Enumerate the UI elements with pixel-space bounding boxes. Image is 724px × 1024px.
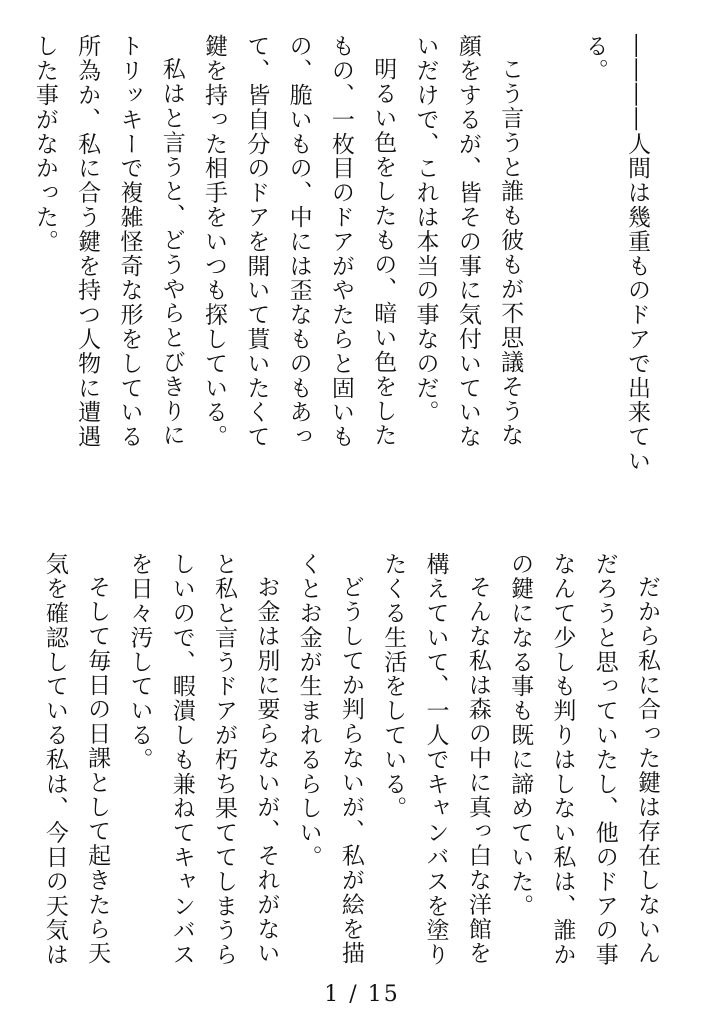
text-line: だから私に合った鍵は存在しないん (634, 575, 660, 966)
text-line: る。 (581, 34, 608, 83)
text-line: しいので、暇潰しも兼ねてキャンバス (168, 552, 195, 967)
text-line: そして毎日の日課として起きたら天 (84, 575, 111, 966)
text-line: 気を確認している私は、今日の天気は (41, 552, 68, 967)
text-line: 鍵を持った相手をいつも探している。 (201, 34, 228, 449)
text-line: の、脆いもの、中には歪なものもあっ (285, 34, 312, 449)
text-line: なんて少しも判りはしない私は、誰か (549, 552, 576, 967)
text-line: て、皆自分のドアを開いて貰いたくて (243, 34, 270, 449)
text-block-top (31, 34, 658, 484)
text-line: 顔をするが、皆その事に気付いていな (454, 34, 481, 449)
text-line: だろうと思っていたし、他のドアの事 (591, 552, 618, 967)
text-line: どうしてか判らないが、私が絵を描 (337, 575, 364, 966)
text-line: した事がなかった。 (31, 34, 58, 254)
text-line: たくる生活をしている。 (380, 552, 407, 821)
text-line: こう言うと誰も彼もが不思議そうな (497, 57, 524, 448)
text-line: ――――人間は幾重ものドアで出来てい (624, 34, 650, 474)
text-line: 構えていて、一人でキャンバスを塗り (422, 552, 449, 967)
text-line: もの、一枚目のドアがやたらと固いも (327, 34, 354, 449)
text-line: と私と言うドアが朽ち果ててしまうら (211, 552, 238, 967)
text-line: いだけで、これは本当の事なのだ。 (412, 34, 439, 425)
text-line: の鍵になる事も既に諦めていた。 (507, 552, 534, 918)
text-line: 所為か、私に合う鍵を持つ人物に遭遇 (74, 34, 101, 449)
text-line: そんな私は森の中に真っ白な洋館を (464, 575, 491, 966)
text-line: くとお金が生まれるらしい。 (295, 552, 322, 870)
text-line: 明るい色をしたもの、暗い色をした (370, 57, 397, 448)
page-number: 1 / 15 (324, 982, 400, 1007)
text-block-bottom (41, 552, 668, 967)
text-line: を日々汚している。 (126, 552, 153, 772)
blank-line (531, 34, 573, 484)
text-line: トリッキーで複雑怪奇な形をしている (116, 34, 143, 449)
text-line: 私はと言うと、どうやらとびきりに (158, 57, 185, 448)
text-line: お金は別に要らないが、それがない (253, 575, 280, 966)
